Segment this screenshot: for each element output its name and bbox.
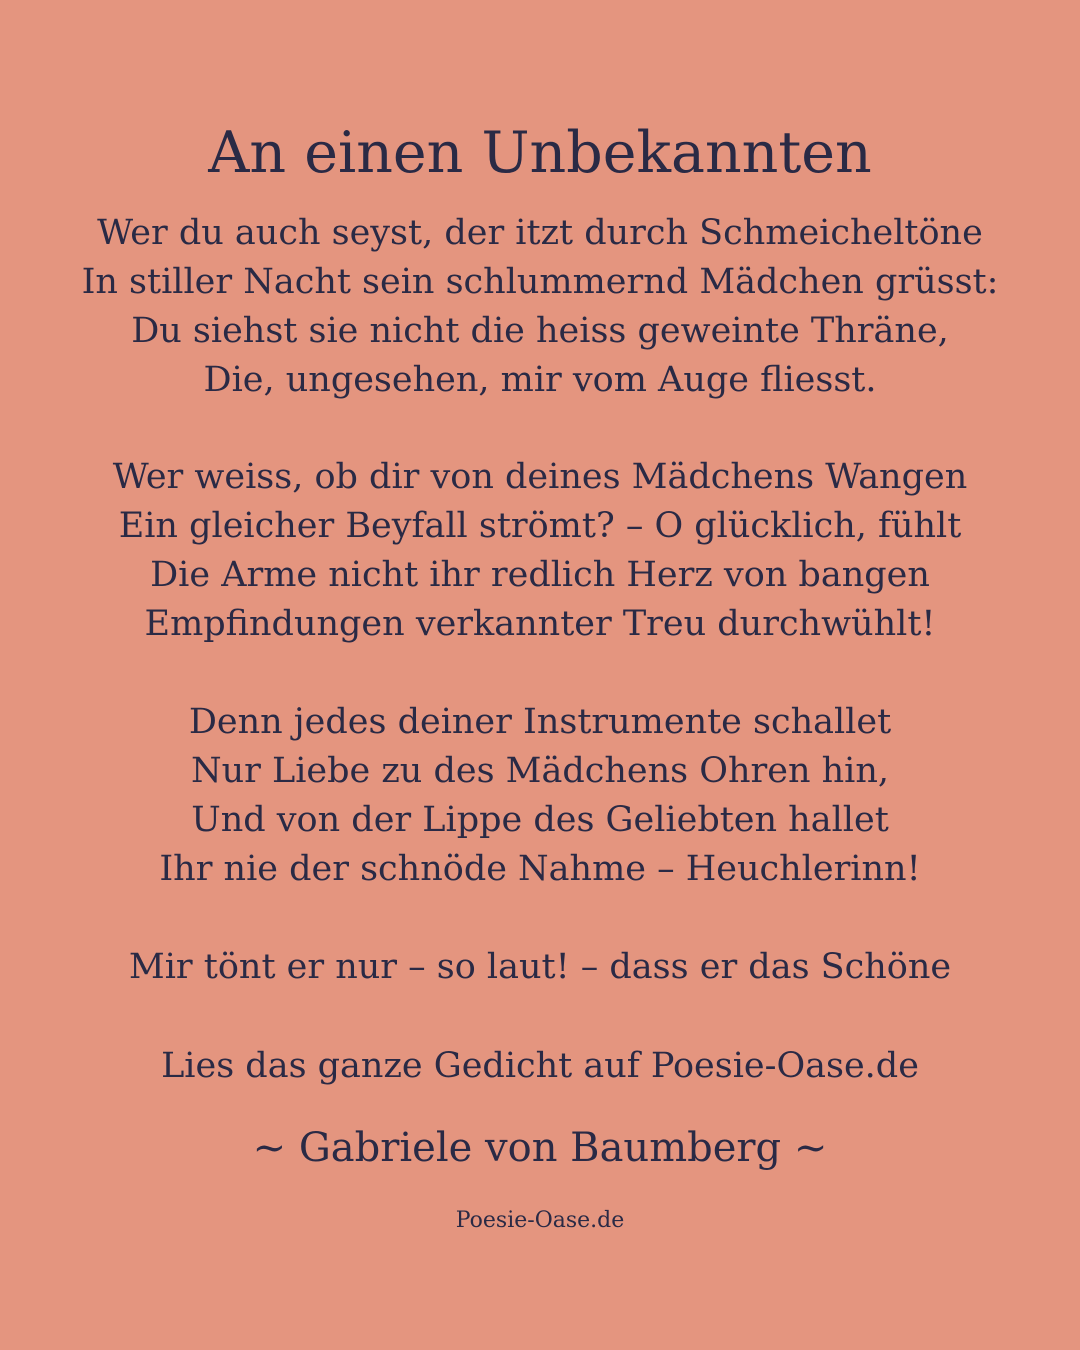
- poem-line: Die, ungesehen, mir vom Auge fliesst.: [203, 360, 877, 400]
- author-name: ~ Gabriele von Baumberg ~: [252, 1125, 828, 1171]
- poem-line: Nur Liebe zu des Mädchens Ohren hin,: [190, 751, 890, 791]
- poem-line: Und von der Lippe des Geliebten hallet: [191, 800, 889, 840]
- poem-title: An einen Unbekannten: [208, 120, 872, 186]
- poem-line: Empfindungen verkannter Treu durchwühlt!: [144, 604, 936, 644]
- site-watermark: Poesie-Oase.de: [455, 1208, 625, 1233]
- read-more-text: Lies das ganze Gedicht auf Poesie-Oase.de: [161, 1046, 919, 1086]
- poem-line: In stiller Nacht sein schlummernd Mädchen grüsst:: [81, 262, 999, 302]
- poem-line: Wer du auch seyst, der itzt durch Schmeicheltöne: [97, 213, 983, 253]
- poem-line: Ihr nie der schnöde Nahme – Heuchlerinn!: [159, 849, 921, 889]
- poem-line: Ein gleicher Beyfall strömt? – O glücklich, fühlt: [118, 506, 962, 546]
- poem-line: Mir tönt er nur – so laut! – dass er das Schöne: [128, 947, 952, 987]
- poem-line: Du siehst sie nicht die heiss geweinte Thräne,: [131, 311, 949, 351]
- poem-line: Die Arme nicht ihr redlich Herz von bangen: [150, 555, 930, 595]
- poem-line: Wer weiss, ob dir von deines Mädchens Wangen: [112, 457, 968, 497]
- poem-line: Denn jedes deiner Instrumente schallet: [188, 702, 892, 742]
